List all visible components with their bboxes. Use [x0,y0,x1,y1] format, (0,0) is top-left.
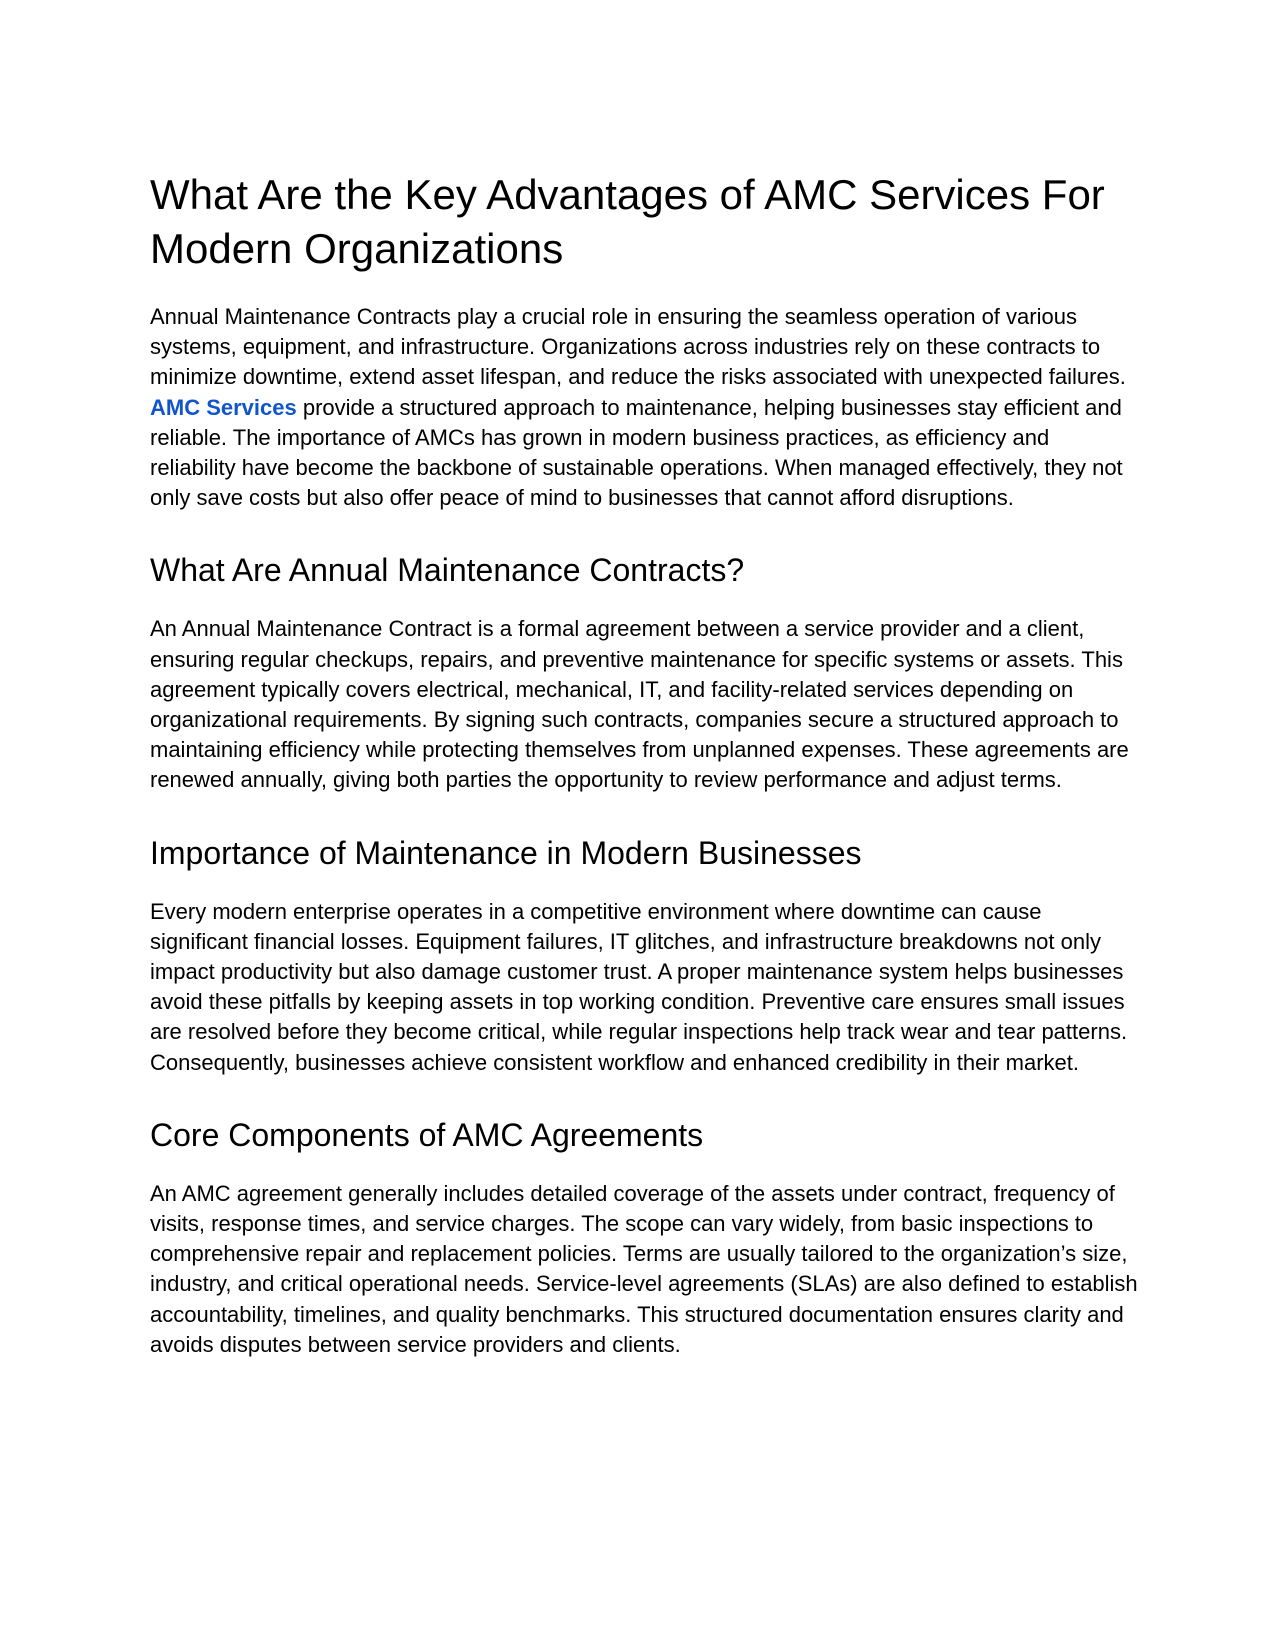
section-body-what-are-amcs: An Annual Maintenance Contract is a formal agreement between a service provider and a client, ensuring regular checkups, repairs, and preventive maintenance for specific systems or assets. This agreement typically covers electrical, mechanical, IT, and facility-related services depending on organizational requirements. By signing such contracts, companies secure a structured approach to maintaining efficiency while protecting themselves from unplanned expenses. These agreements are renewed annually, giving both parties the opportunity to review performance and adjust terms. [150,616,1129,793]
document-title: What Are the Key Advantages of AMC Services For Modern Organizations [150,171,1105,272]
intro-text-after-link: provide a structured approach to maintenance, helping businesses stay efficient and reliable. The importance of AMCs has grown in modern business practices, as efficiency and reliability have become the backbone of sustainable operations. When managed effectively, they not only save costs but also offer peace of mind to businesses that cannot afford disruptions. [150,394,1123,511]
section-body-importance-of-maintenance: Every modern enterprise operates in a competitive environment where downtime can cause significant financial losses. Equipment failures, IT glitches, and infrastructure breakdowns not only impact productivity but also damage customer trust. A proper maintenance system helps businesses avoid these pitfalls by keeping assets in top working condition. Preventive care ensures small issues are resolved before they become critical, while regular inspections help track wear and tear patterns. Consequently, businesses achieve consistent workflow and enhanced credibility in their market. [150,898,1128,1075]
section-heading-what-are-amcs: What Are Annual Maintenance Contracts? [150,552,745,589]
intro-text-before-link: Annual Maintenance Contracts play a crucial role in ensuring the seamless operation of various systems, equipment, and infrastructure. Organizations across industries rely on these contracts to minimize downtime, extend asset lifespan, and reduce the risks associated with unexpected failures. [150,304,1126,390]
document-page [150,168,1140,1397]
amc-services-link[interactable]: AMC Services [150,394,297,420]
section-heading-core-components: Core Components of AMC Agreements [150,1116,704,1153]
intro-paragraph [150,302,1140,513]
section-body-core-components: An AMC agreement generally includes detailed coverage of the assets under contract, frequency of visits, response times, and service charges. The scope can vary widely, from basic inspections to comprehensive repair and replacement policies. Terms are usually tailored to the organization’s size, industry, and critical operational needs. Service-level agreements (SLAs) are also defined to establish accountability, timelines, and quality benchmarks. This structured documentation ensures clarity and avoids disputes between service providers and clients. [150,1180,1138,1357]
section-heading-importance-of-maintenance: Importance of Maintenance in Modern Businesses [150,834,862,871]
